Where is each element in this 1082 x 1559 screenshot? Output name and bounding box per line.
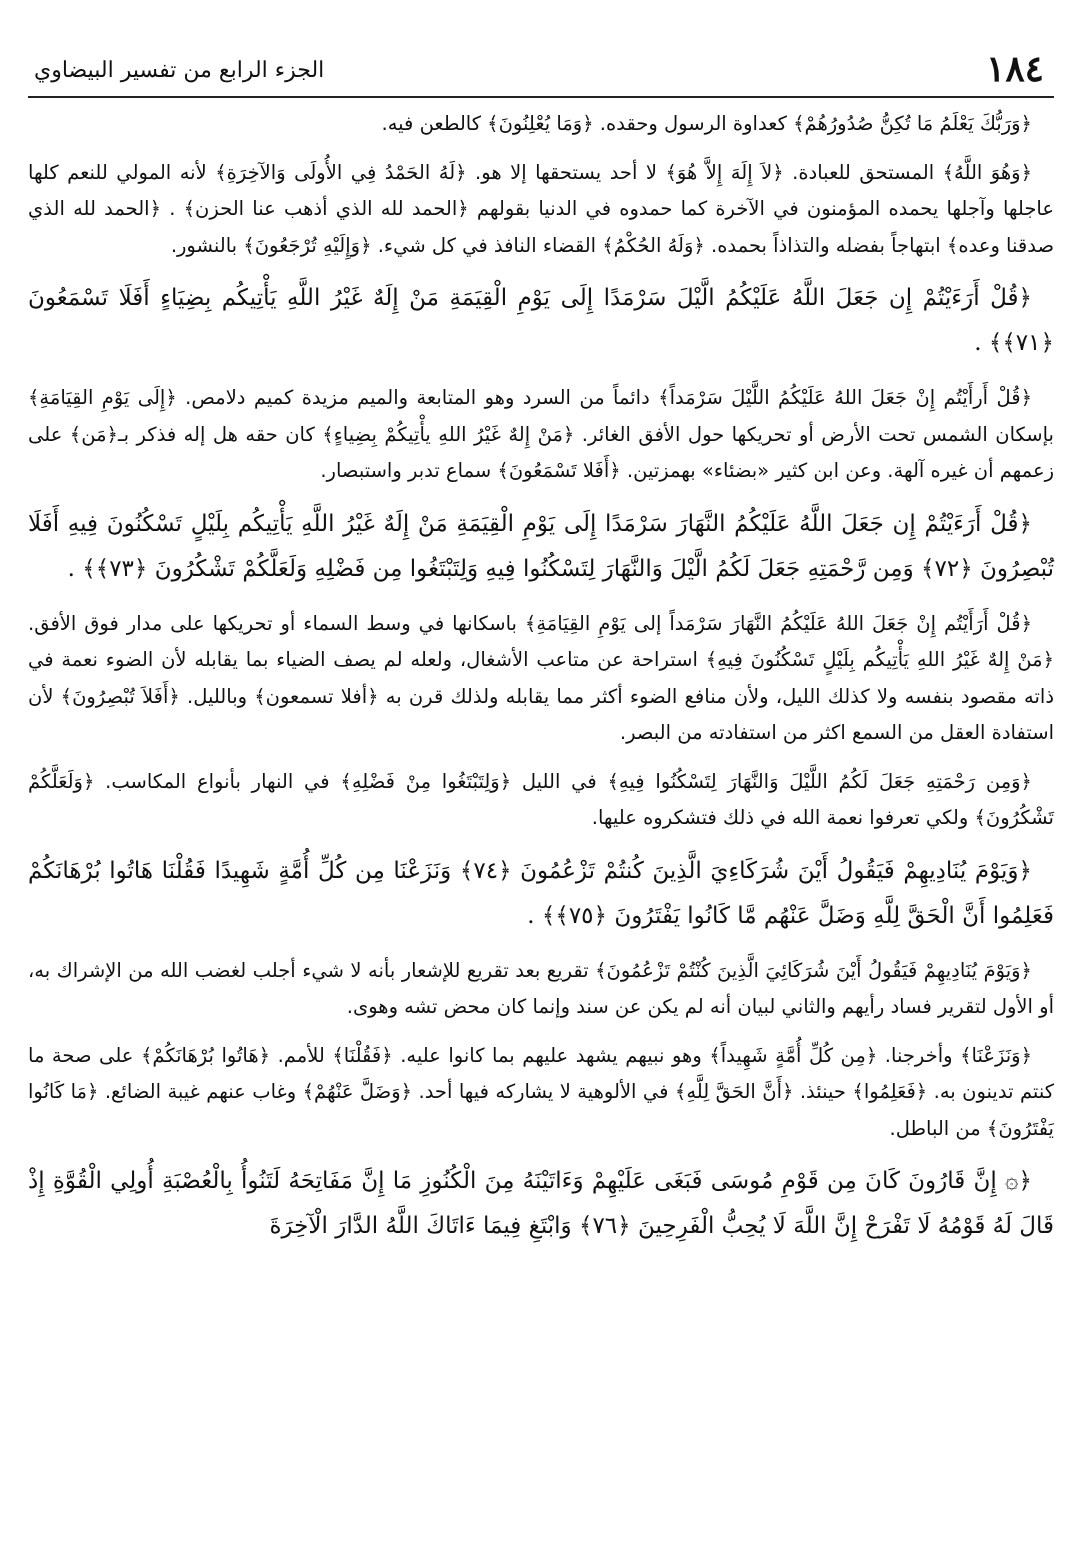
running-title: الجزء الرابع من تفسير البيضاوي <box>34 58 325 83</box>
quran-verse-block: ﴿۞ إِنَّ قَارُونَ كَانَ مِن قَوْمِ مُوسَى فَبَغَى عَلَيْهِمْ وَءَاتَيْنَهُ مِنَ الْكُنُوزِ مَا إِنَّ مَفَاتِحَهُ لَتَنُوأُ بِالْعُصْبَةِ أُولِي الْقُوَّةِ إِذْ قَالَ لَهُ قَوْمُهُ لَا تَفْرَحْ إِنَّ اللَّهَ لَا يُحِبُّ الْفَرِحِينَ ﴿٧٦﴾ وَابْتَغِ فِيمَا ءَاتَاكَ اللَّهُ الدَّارَ الْآخِرَةَ <box>28 1168 1054 1239</box>
commentary-paragraph: ﴿قُلْ أَرَأَيْتُم إِنْ جَعَلَ اللهُ عَلَيْكُمُ النَّهَارَ سَرْمَداً إلى يَوْمِ القِيَامَةِ﴾ باسكانها في وسط السماء أو تحريكها على مدار فوق الأفق. ﴿مَنْ إِلهٌ غَيْرُ اللهِ يَأْتِيكُم بِلَيْلٍ تَسْكُنُونَ فِيهِ﴾ استراحة عن متاعب الأشغال، ولعله لم يصف الضياء بما يقابله لأن الضوء نعمة في ذاته مقصود بنفسه ولا كذلك الليل، ولأن منافع الضوء أكثر مما يقابله ولذلك قرن به ﴿أفلا تسمعون﴾ وبالليل. ﴿أَفَلاَ تُبْصِرُونَ﴾ لأن استفادة العقل من السمع اكثر من استفادته من البصر. <box>28 611 1054 744</box>
commentary-paragraph: ﴿قُلْ أَرأَيْتُم إِنْ جَعَلَ اللهُ عَلَيْكُمُ اللَّيْلَ سَرْمَداً﴾ دائماً من السرد وهو المتابعة والميم مزيدة كميم دلامص. ﴿إِلَى يَوْمِ القِيَامَةِ﴾ بإسكان الشمس تحت الأرض أو تحريكها حول الأفق الغائر. ﴿مَنْ إِلهٌ غَيْرُ اللهِ يأْتِيكُمْ بِضِياءٍ﴾ كان حقه هل إله فذكر بـ﴿مَن﴾ على زعمهم أن غيره آلهة. وعن ابن كثير «بضئاء» بهمزتين. ﴿أَفَلا تَسْمَعُونَ﴾ سماع تدبر واستبصار. <box>28 386 1054 482</box>
commentary-paragraph: ﴿وَهُوَ اللَّهُ﴾ المستحق للعبادة. ﴿لاَ إِلَهَ إِلاَّ هُوَ﴾ لا أحد يستحقها إلا هو. ﴿لَهُ الحَمْدُ فِي الأُولَى وَالآخِرَةِ﴾ لأنه المولي للنعم كلها عاجلها وآجلها يحمده المؤمنون في الآخرة كما حمدوه في الدنيا بقولهم ﴿الحمد لله الذي أذهب عنا الحزن﴾ . ﴿الحمد لله الذي صدقنا وعده﴾ ابتهاجاً بفضله والتذاذاً بحمده. ﴿وَلَهُ الحُكْمُ﴾ القضاء النافذ في كل شيء. ﴿وَإِلَيْهِ تُرْجَعُونَ﴾ بالنشور. <box>28 160 1054 257</box>
commentary-paragraph: ﴿وَمِن رَحْمَتِهِ جَعَلَ لَكُمُ اللَّيْلَ وَالنَّهَارَ لِتَسْكُنُوا فِيهِ﴾ في الليل ﴿وَلِتَبْتَغُوا مِنْ فَضْلِهِ﴾ في النهار بأنواع المكاسب. ﴿وَلَعَلَّكُمْ تَشْكُرُونَ﴾ ولكي تعرفوا نعمة الله في ذلك فتشكروه عليها. <box>28 769 1054 829</box>
quran-verse-block: ﴿وَيَوْمَ يُنَادِيهِمْ فَيَقُولُ أَيْنَ شُرَكَاءِيَ الَّذِينَ كُنتُمْ تَزْعُمُونَ ﴿٧٤﴾ وَنَزَعْنَا مِن كُلِّ أُمَّةٍ شَهِيدًا فَقُلْنَا هَاتُوا بُرْهَانَكُمْ فَعَلِمُوا أَنَّ الْحَقَّ لِلَّهِ وَضَلَّ عَنْهُم مَّا كَانُوا يَفْتَرُونَ ﴿٧٥﴾﴾ . <box>28 857 1054 929</box>
commentary-paragraph: ﴿وَرَبُّكَ يَعْلَمُ مَا تُكِنُّ صُدُورُهُمْ﴾ كعداوة الرسول وحقده. ﴿وَمَا يُعْلِنُونَ﴾ كالطعن فيه. <box>381 112 1032 135</box>
quran-verse-block: ﴿قُلْ أَرَءَيْتُمْ إِن جَعَلَ اللَّهُ عَلَيْكُمُ الَّيْلَ سَرْمَدًا إِلَى يَوْمِ الْقِيَمَةِ مَنْ إِلَهٌ غَيْرُ اللَّهِ يَأْتِيكُم بِضِيَاءٍ أَفَلَا تَسْمَعُونَ ﴿٧١﴾﴾ . <box>28 285 1054 356</box>
quran-verse-block: ﴿قُلْ أَرَءَيْتُمْ إِن جَعَلَ اللَّهُ عَلَيْكُمُ النَّهَارَ سَرْمَدًا إِلَى يَوْمِ الْقِيَمَةِ مَنْ إِلَهٌ غَيْرُ اللَّهِ يَأْتِيكُم بِلَيْلٍ تَسْكُنُونَ فِيهِ أَفَلَا تُبْصِرُونَ ﴿٧٢﴾ وَمِن رَّحْمَتِهِ جَعَلَ لَكُمُ الَّيْلَ وَالنَّهَارَ لِتَسْكُنُوا فِيهِ وَلِتَبْتَغُوا مِن فَضْلِهِ وَلَعَلَّكُمْ تَشْكُرُونَ ﴿٧٣﴾﴾ . <box>28 510 1054 582</box>
page-body <box>28 106 1054 1539</box>
commentary-paragraph: ﴿وَنَزَعْنَا﴾ وأخرجنا. ﴿مِن كُلِّ أُمَّةٍ شَهِيداً﴾ وهو نبيهم يشهد عليهم بما كانوا عليه. ﴿فَقُلْنَا﴾ للأمم. ﴿هَاتُوا بُرْهَانَكُمْ﴾ على صحة ما كنتم تدينون به. ﴿فَعَلِمُوا﴾ حينئذ. ﴿أَنَّ الحَقَّ لِلَّهِ﴾ في الألوهية لا يشاركه فيها أحد. ﴿وَضَلَّ عَنْهُمْ﴾ وغاب عنهم غيبة الضائع. ﴿مَا كَانُوا يَفْتَرُونَ﴾ من الباطل. <box>28 1043 1054 1140</box>
page-number: ١٨٤ <box>985 48 1044 90</box>
page-header <box>28 40 1054 98</box>
commentary-paragraph: ﴿وَيَوْمَ يُنَادِيهِمْ فَيَقُولُ أَيْنَ شُرَكَائِيَ الَّذِينَ كُنْتُمْ تَزْعُمُونَ﴾ تقريع بعد تقريع للإشعار بأنه لا شيء أجلب لغضب الله من الإشراك به، أو الأول لتقرير فساد رأيهم والثاني لبيان أنه لم يكن عن سند وإنما كان محض تشه وهوى. <box>28 958 1054 1018</box>
